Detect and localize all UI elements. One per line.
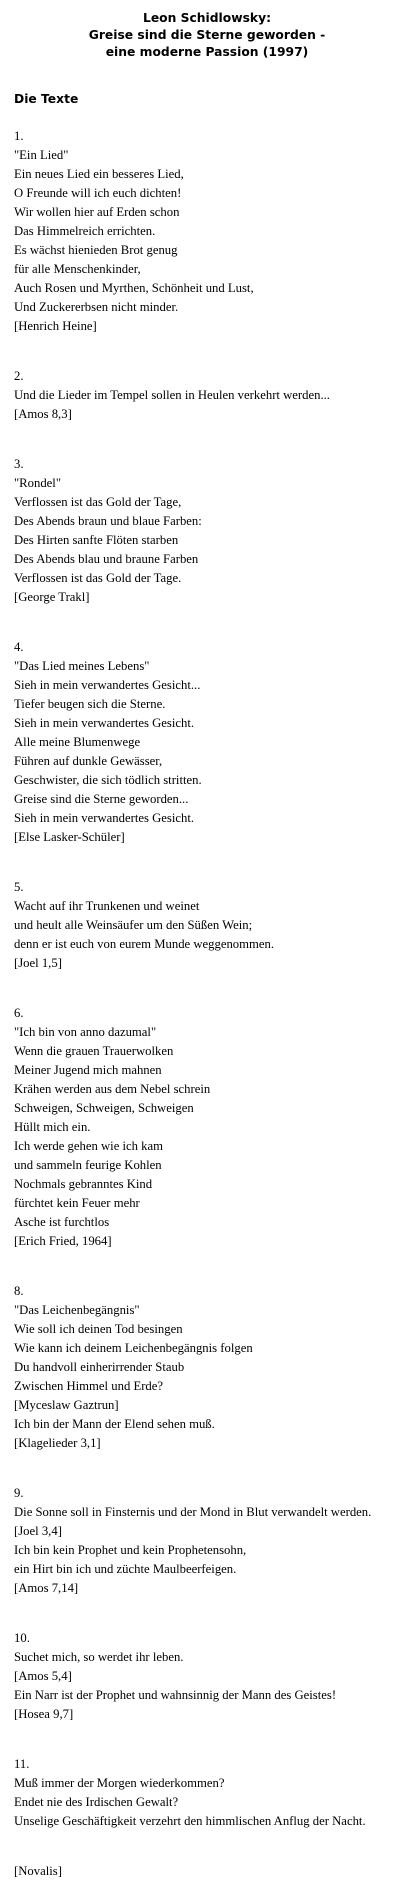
text-line: fürchtet kein Feuer mehr: [14, 1196, 140, 1210]
section-title: Die Texte: [14, 92, 79, 106]
text-block: [14, 367, 410, 424]
text-block: [14, 1629, 410, 1724]
text-line: und heult alle Weinsäufer um den Süßen Wein;: [14, 918, 253, 932]
text-line: Muß immer der Morgen wiederkommen?: [14, 1776, 225, 1790]
text-line: Wenn die grauen Trauerwolken: [14, 1044, 174, 1058]
text-line: Zwischen Himmel und Erde?: [14, 1379, 164, 1393]
text-line: [Hosea 9,7]: [14, 1707, 74, 1721]
text-line: Tiefer beugen sich die Sterne.: [14, 697, 166, 711]
text-line: Und Zuckererbsen nicht minder.: [14, 300, 179, 314]
text-line: Ein Narr ist der Prophet und wahnsinnig der Mann des Geistes!: [14, 1688, 337, 1702]
text-number: 5.: [14, 880, 24, 894]
text-line: Krähen werden aus dem Nebel schrein: [14, 1082, 211, 1096]
text-line: "Ich bin von anno dazumal": [14, 1025, 157, 1039]
text-line: Des Abends blau und braune Farben: [14, 552, 199, 566]
text-line: und sammeln feurige Kohlen: [14, 1158, 162, 1172]
text-line: Ein neues Lied ein besseres Lied,: [14, 167, 184, 181]
text-number: [Novalis]: [14, 1864, 62, 1878]
text-line: "Das Lied meines Lebens": [14, 659, 150, 673]
text-line: Die Sonne soll in Finsternis und der Mond in Blut verwandelt werden.: [14, 1505, 372, 1519]
text-line: [Erich Fried, 1964]: [14, 1234, 112, 1248]
block-spacer: [14, 1251, 410, 1282]
block-spacer: [14, 424, 410, 455]
text-line: denn er ist euch von eurem Munde weggenommen.: [14, 937, 275, 951]
text-line: Suchet mich, so werdet ihr leben.: [14, 1650, 184, 1664]
text-line: Sieh in mein verwandertes Gesicht.: [14, 811, 195, 825]
text-line: Du handvoll einherirrender Staub: [14, 1360, 185, 1374]
text-line: Verflossen ist das Gold der Tage.: [14, 571, 182, 585]
text-line: Das Himmelreich errichten.: [14, 224, 156, 238]
header-composer: Leon Schidlowsky:: [142, 11, 272, 25]
text-line: Führen auf dunkle Gewässer,: [14, 754, 163, 768]
text-number: 4.: [14, 640, 24, 654]
text-line: für alle Menschenkinder,: [14, 262, 141, 276]
text-block: [14, 1862, 410, 1881]
header-work-subtitle: eine moderne Passion (1997): [105, 45, 309, 59]
text-line: Verflossen ist das Gold der Tage,: [14, 495, 182, 509]
text-line: Wie kann ich deinem Leichenbegängnis folgen: [14, 1341, 253, 1355]
text-line: Und die Lieder im Tempel sollen in Heulen verkehrt werden...: [14, 388, 330, 402]
text-line: Unselige Geschäftigkeit verzehrt den himmlischen Anflug der Nacht.: [14, 1814, 366, 1828]
text-number: 2.: [14, 369, 24, 383]
text-line: Hüllt mich ein.: [14, 1120, 91, 1134]
text-line: Alle meine Blumenwege: [14, 735, 141, 749]
text-line: Auch Rosen und Myrthen, Schönheit und Lust,: [14, 281, 254, 295]
text-line: ein Hirt bin ich und züchte Maulbeerfeigen.: [14, 1562, 237, 1576]
text-line: "Das Leichenbegängnis": [14, 1303, 140, 1317]
text-line: [Else Lasker-Schüler]: [14, 830, 125, 844]
text-line: Ich werde gehen wie ich kam: [14, 1139, 164, 1153]
block-spacer: [14, 1453, 410, 1484]
page-header: [0, 10, 414, 61]
text-number: 9.: [14, 1486, 24, 1500]
text-number: 6.: [14, 1006, 24, 1020]
text-line: [Klagelieder 3,1]: [14, 1436, 101, 1450]
text-line: Greise sind die Sterne geworden...: [14, 792, 189, 806]
text-line: Ich bin kein Prophet und kein Prophetensohn,: [14, 1543, 247, 1557]
text-line: [Henrich Heine]: [14, 319, 97, 333]
text-block: [14, 1484, 410, 1598]
text-block: [14, 1755, 410, 1831]
text-line: [George Trakl]: [14, 590, 90, 604]
text-line: [Amos 8,3]: [14, 407, 72, 421]
text-line: Nochmals gebranntes Kind: [14, 1177, 153, 1191]
text-number: 10.: [14, 1631, 30, 1645]
text-line: Sieh in mein verwandertes Gesicht.: [14, 716, 195, 730]
text-block: [14, 1282, 410, 1453]
text-line: [Amos 7,14]: [14, 1581, 79, 1595]
text-block: [14, 455, 410, 607]
text-block: [14, 878, 410, 973]
block-spacer: [14, 1598, 410, 1629]
text-number: 8.: [14, 1284, 24, 1298]
text-line: Es wächst hienieden Brot genug: [14, 243, 178, 257]
text-line: Meiner Jugend mich mahnen: [14, 1063, 162, 1077]
text-line: Wie soll ich deinen Tod besingen: [14, 1322, 183, 1336]
text-line: [Joel 1,5]: [14, 956, 62, 970]
text-line: Asche ist furchtlos: [14, 1215, 110, 1229]
block-spacer: [14, 973, 410, 1004]
block-spacer: [14, 607, 410, 638]
text-line: Ich bin der Mann der Elend sehen muß.: [14, 1417, 215, 1431]
text-line: Wir wollen hier auf Erden schon: [14, 205, 180, 219]
text-line: Des Hirten sanfte Flöten starben: [14, 533, 179, 547]
text-line: O Freunde will ich euch dichten!: [14, 186, 182, 200]
block-spacer: [14, 847, 410, 878]
text-line: Geschwister, die sich tödlich stritten.: [14, 773, 202, 787]
text-block: [14, 638, 410, 847]
text-number: 11.: [14, 1757, 30, 1771]
text-line: Des Abends braun und blaue Farben:: [14, 514, 202, 528]
text-block: [14, 127, 410, 336]
text-line: "Rondel": [14, 476, 62, 490]
text-line: Wacht auf ihr Trunkenen und weinet: [14, 899, 200, 913]
texts-container: [14, 127, 410, 1881]
text-line: Schweigen, Schweigen, Schweigen: [14, 1101, 194, 1115]
text-line: [Amos 5,4]: [14, 1669, 72, 1683]
header-work-title: Greise sind die Sterne geworden -: [88, 28, 326, 42]
text-line: "Ein Lied": [14, 148, 69, 162]
text-block: [14, 1004, 410, 1251]
block-spacer: [14, 336, 410, 367]
block-spacer: [14, 1831, 410, 1862]
text-line: Endet nie des Irdischen Gewalt?: [14, 1795, 179, 1809]
text-line: [Myceslaw Gaztrun]: [14, 1398, 119, 1412]
text-line: Sieh in mein verwandertes Gesicht...: [14, 678, 201, 692]
text-line: [Joel 3,4]: [14, 1524, 62, 1538]
block-spacer: [14, 1724, 410, 1755]
text-number: 1.: [14, 129, 24, 143]
text-number: 3.: [14, 457, 24, 471]
